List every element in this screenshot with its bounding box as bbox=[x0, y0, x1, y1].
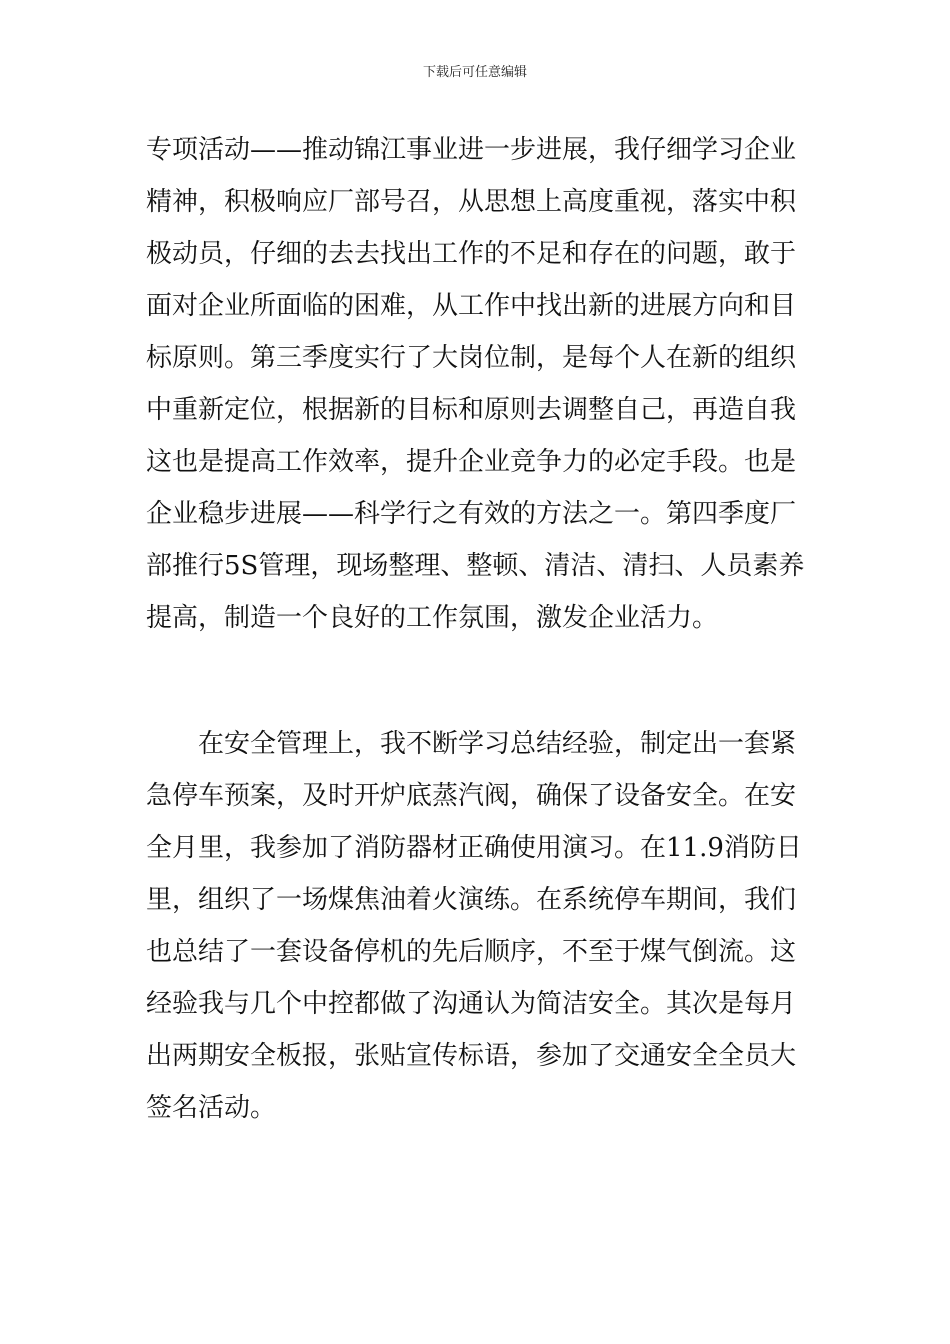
paragraph-line: 专项活动——推动锦江事业进一步进展，我仔细学习企业 bbox=[146, 135, 797, 165]
paragraph-line: 急停车预案，及时开炉底蒸汽阀，确保了设备安全。在安 bbox=[146, 781, 797, 811]
paragraph-line: 部推行5S管理，现场整理、整顿、清洁、清扫、人员素养 bbox=[146, 551, 805, 581]
paragraph-1 bbox=[146, 124, 808, 644]
paragraph-line: 经验我与几个中控都做了沟通认为简洁安全。其次是每月 bbox=[146, 989, 797, 1019]
paragraph-line: 精神，积极响应厂部号召，从思想上高度重视，落实中积 bbox=[146, 187, 797, 217]
paragraph-line: 出两期安全板报，张贴宣传标语，参加了交通安全全员大 bbox=[146, 1041, 797, 1071]
paragraph-line: 企业稳步进展——科学行之有效的方法之一。第四季度厂 bbox=[146, 499, 797, 529]
paragraph-line: 提高，制造一个良好的工作氛围，激发企业活力。 bbox=[146, 603, 719, 633]
paragraph-line: 极动员，仔细的去去找出工作的不足和存在的问题，敢于 bbox=[146, 239, 797, 269]
paragraph-line: 也总结了一套设备停机的先后顺序，不至于煤气倒流。这 bbox=[146, 937, 797, 967]
paragraph-line: 签名活动。 bbox=[146, 1093, 277, 1123]
paragraph-line: 全月里，我参加了消防器材正确使用演习。在11.9消防日 bbox=[146, 833, 802, 863]
paragraph-line: 标原则。第三季度实行了大岗位制，是每个人在新的组织 bbox=[146, 343, 797, 373]
paragraph-line: 这也是提高工作效率，提升企业竞争力的必定手段。也是 bbox=[146, 447, 797, 477]
page-header-note: 下载后可任意编辑 bbox=[422, 65, 527, 80]
paragraph-line: 中重新定位，根据新的目标和原则去调整自己，再造自我 bbox=[146, 395, 797, 425]
paragraph-line: 里，组织了一场煤焦油着火演练。在系统停车期间，我们 bbox=[146, 885, 797, 915]
paragraph-2 bbox=[146, 718, 808, 1134]
paragraph-line: 面对企业所面临的困难，从工作中找出新的进展方向和目 bbox=[146, 291, 797, 321]
paragraph-line: 在安全管理上，我不断学习总结经验，制定出一套紧 bbox=[198, 729, 797, 759]
